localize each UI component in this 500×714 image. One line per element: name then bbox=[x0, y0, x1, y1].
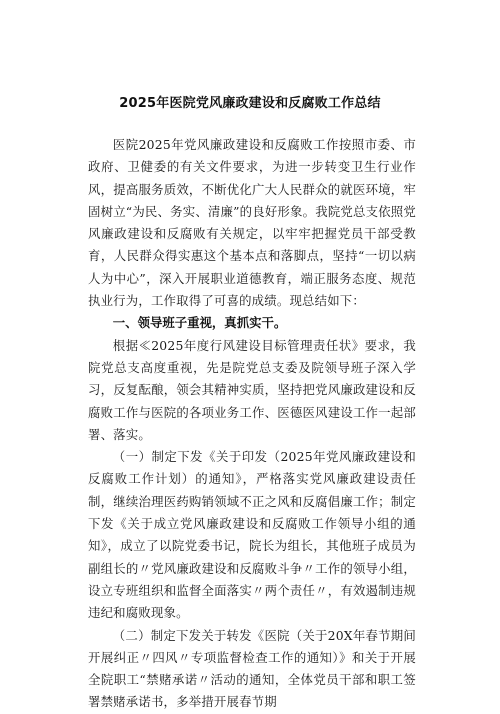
section-heading-1: 一、领导班子重视，真抓实干。 bbox=[112, 315, 287, 331]
document-body bbox=[88, 134, 416, 714]
paragraph-intro: 医院2025年党风廉政建设和反腐败工作按照市委、市政府、卫健委的有关文件要求，为进一步转变卫生行业作风，提高服务质效，不断优化广大人民群众的就医环境，牢固树立“为民、务实、清廉”的良好形象。我院党总支依照党风廉政建设和反腐败有关规定，以牢牢把握党员干部受教育，人民群众得实惠这个基本点和落脚点，坚持“一切以病人为中心”，深入开展职业道德教育，端正服务态度、规范执业行为，工作取得了可喜的成绩。现总结如下： bbox=[88, 137, 416, 309]
paragraph-item-2: （二）制定下发关于转发《医院（关于20X年春节期间开展纠正〃四风〃专项监督检查工作的通知）》和关于开展全院职工“禁赌承诺〃活动的通知，全体党员干部和职工签署禁赌承诺书，多举措开展春节期 bbox=[88, 627, 416, 710]
paragraph-item-1: （一）制定下发《关于印发（2025年党风廉政建设和反腐败工作计划）的通知》，严格落实党风廉政建设责任制，继续治理医药购销领域不正之风和反腐倡廉工作；制定下发《关于成立党风廉政建设和反腐败工作领导小组的通知》，成立了以院党委书记，院长为组长，其他班子成员为副组长的〃党风廉政建设和反腐败斗争〃工作的领导小组，设立专班组织和监督全面落实〃两个责任〃，有效遏制违规违纪和腐败现象。 bbox=[88, 449, 416, 621]
paragraph-section1: 根据≪2025年度行风建设目标管理责任状》要求，我院党总支高度重视，先是院党总支委及院领导班子深入学习，反复酝酿，领会其精神实质，坚持把党风廉政建设和反腐败工作与医院的各项业务工作、医德医风建设工作一起部署、落实。 bbox=[88, 337, 416, 442]
document-title: 2025年医院党风廉政建设和反腐败工作总结 bbox=[119, 96, 381, 111]
